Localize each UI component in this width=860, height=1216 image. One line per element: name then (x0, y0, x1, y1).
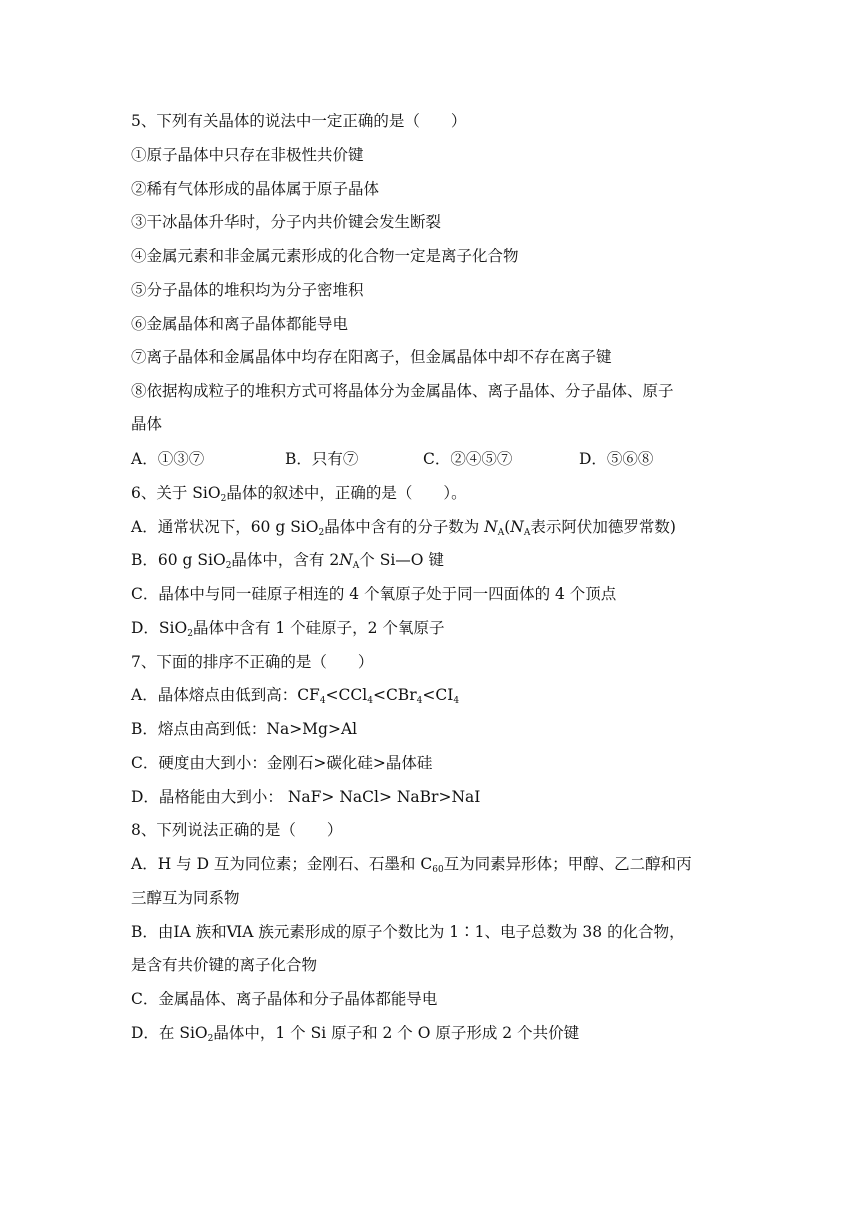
q6-option-c: C．晶体中与同一硅原子相连的 4 个氧原子处于同一四面体的 4 个顶点 (131, 585, 617, 603)
q7-stem: 7、下面的排序不正确的是（ ） (131, 653, 374, 671)
q5-item-5: ⑤分子晶体的堆积均为分子密堆积 (131, 281, 364, 299)
q5-item-8-line1: ⑧依据构成粒子的堆积方式可将晶体分为金属晶体、离子晶体、分子晶体、原子 (131, 382, 674, 400)
q5-options (131, 449, 731, 469)
q8-option-a-line2: 三醇互为同系物 (131, 889, 240, 907)
q5-option-b: B．只有⑦ (285, 450, 359, 468)
q5-option-d: D．⑤⑥⑧ (579, 450, 654, 468)
q5-item-4: ④金属元素和非金属元素形成的化合物一定是离子化合物 (131, 247, 519, 265)
q5-item-1: ①原子晶体中只存在非极性共价键 (131, 146, 364, 164)
q8-option-a-line1: A．H 与 D 互为同位素；金刚石、石墨和 $C_{60}$互为同素异形体；甲醇、乙二醇和丙 (131, 855, 692, 875)
q5-item-7: ⑦离子晶体和金属晶体中均存在阳离子，但金属晶体中却不存在离子键 (131, 348, 612, 366)
q5-option-a: A．①③⑦ (131, 450, 205, 468)
q6-option-d: D．SiO$_2$晶体中含有 1 个硅原子，2 个氧原子 (131, 619, 445, 639)
q5-item-2: ②稀有气体形成的晶体属于原子晶体 (131, 180, 380, 198)
q6-stem: 6、关于 SiO$_2$晶体的叙述中，正确的是（ ）。 (131, 484, 467, 504)
q6-option-a: A．通常状况下，60 g SiO$_2$晶体中含有的分子数为 $N_A(N_A$表示阿伏加德罗常数) (131, 518, 676, 538)
q5-item-6: ⑥金属晶体和离子晶体都能导电 (131, 315, 349, 333)
q5-item-3: ③干冰晶体升华时，分子内共价键会发生断裂 (131, 213, 442, 231)
q7-option-c: C．硬度由大到小：金刚石>碳化硅>晶体硅 (131, 754, 433, 772)
q8-option-b-line2: 是含有共价键的离子化合物 (131, 956, 318, 974)
q8-option-d: D．在 SiO$_2$晶体中，1 个 Si 原子和 2 个 O 原子形成 2 个共价键 (131, 1024, 580, 1044)
q7-option-d: D．晶格能由大到小： NaF> NaCl> NaBr>NaI (131, 788, 481, 806)
q7-option-a: A．晶体熔点由低到高：$CF_4<CCl_4<CBr_4<CI_4$ (131, 686, 460, 706)
q5-item-8-line2: 晶体 (131, 415, 163, 433)
q6-option-b: B．60 g SiO$_2$晶体中，含有 $2N_A$个 Si—O 键 (131, 551, 444, 571)
q8-option-c: C．金属晶体、离子晶体和分子晶体都能导电 (131, 990, 438, 1008)
q5-stem: 5、下列有关晶体的说法中一定正确的是（ ） (131, 112, 467, 130)
q8-stem: 8、下列说法正确的是（ ） (131, 821, 343, 839)
q5-option-c: C．②④⑤⑦ (423, 450, 513, 468)
q7-option-b: B．熔点由高到低：Na>Mg>Al (131, 720, 358, 738)
q8-option-b-line1: B．由ⅠA 族和ⅥA 族元素形成的原子个数比为 1∶1、电子总数为 38 的化合物， (131, 923, 685, 941)
